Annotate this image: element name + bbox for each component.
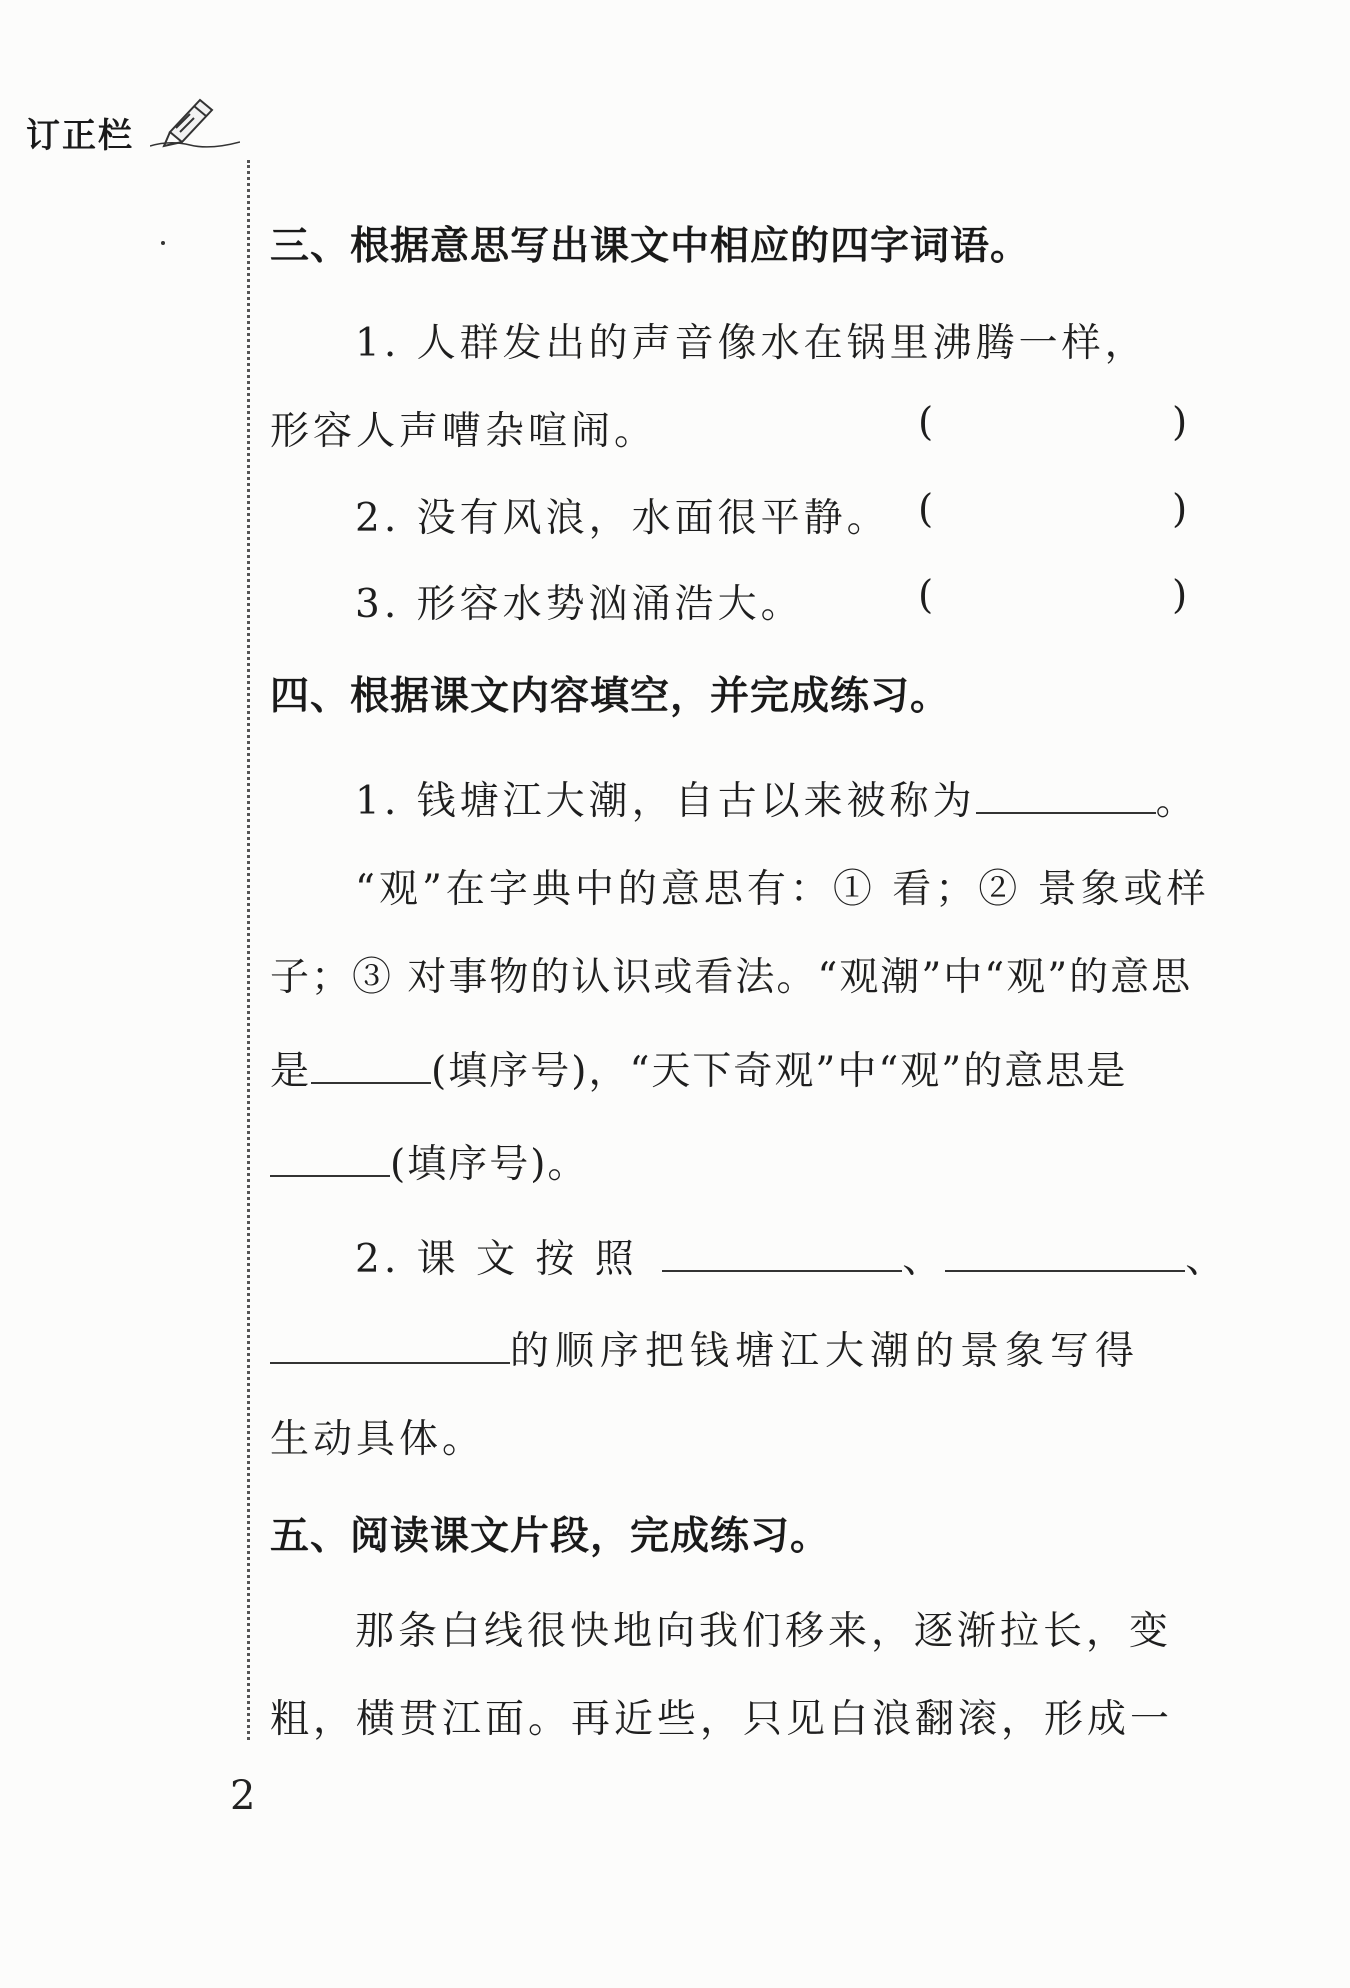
s4-guan-line3-a: 是 <box>270 1049 312 1094</box>
margin-mark <box>161 241 165 245</box>
correction-column-label: 订正栏 <box>26 116 134 156</box>
pencil-icon <box>150 92 240 148</box>
s4-q2-line3: 生动具体。 <box>270 1417 486 1462</box>
s4-q2-blank3[interactable] <box>270 1326 510 1364</box>
s4-q2-blank1[interactable] <box>662 1234 902 1272</box>
s3-q1-line1: 1. 人群发出的声音像水在锅里沸腾一样， <box>355 321 1148 366</box>
s4-q1-line <box>355 770 1199 826</box>
s3-q1-line2: 形容人声嘈杂喧闹。 <box>270 409 658 454</box>
margin-divider <box>247 160 250 1740</box>
s3-q2-paren-open: ( <box>918 487 934 532</box>
s3-q3: 3. 形容水势汹涌浩大。 <box>355 582 804 627</box>
s4-guan-line3 <box>270 1040 1195 1096</box>
s4-guan-blank2[interactable] <box>270 1139 390 1177</box>
s3-q2-paren-close: ) <box>1172 487 1188 532</box>
s4-q1-suffix: 。 <box>1155 779 1199 824</box>
s4-q2-prefix: 2. 课 文 按 照 <box>355 1237 638 1282</box>
s3-q2-answer-blank[interactable] <box>945 487 1165 531</box>
s4-guan-line3-b: (填序号)，“天下奇观”中“观”的意思是 <box>431 1049 1128 1094</box>
s4-guan-line1: “观”在字典中的意思有：① 看；② 景象或样 <box>355 867 1210 912</box>
s4-q2-line1 <box>355 1228 1229 1284</box>
s3-q3-paren-open: ( <box>918 573 934 618</box>
s4-guan-line4-text: (填序号)。 <box>390 1142 589 1187</box>
s3-q1-paren-close: ) <box>1172 400 1188 445</box>
s4-guan-line4 <box>270 1133 1195 1189</box>
s4-q2-line2-text: 的顺序把钱塘江大潮的景象写得 <box>510 1329 1141 1374</box>
s4-q2-line2 <box>270 1320 1195 1376</box>
s3-q3-answer-blank[interactable] <box>945 573 1165 617</box>
s3-q3-paren-close: ) <box>1172 573 1188 618</box>
page-number: 2 <box>230 1773 256 1819</box>
s5-para-line1: 那条白线很快地向我们移来，逐渐拉长，变 <box>355 1609 1173 1654</box>
section4-heading: 四、根据课文内容填空，并完成练习。 <box>270 674 951 719</box>
s4-guan-blank1[interactable] <box>311 1046 431 1084</box>
s4-q1-prefix: 1. 钱塘江大潮，自古以来被称为 <box>355 779 976 824</box>
s4-q2-sep1: 、 <box>902 1237 946 1282</box>
s4-guan-line2: 子；③ 对事物的认识或看法。“观潮”中“观”的意思 <box>270 955 1193 1000</box>
s3-q1-answer-blank[interactable] <box>945 400 1165 444</box>
section3-heading: 三、根据意思写出课文中相应的四字词语。 <box>270 224 1031 269</box>
s4-q2-sep2: 、 <box>1185 1237 1229 1282</box>
s3-q2: 2. 没有风浪，水面很平静。 <box>355 496 890 541</box>
s4-q2-blank2[interactable] <box>945 1234 1185 1272</box>
section5-heading: 五、阅读课文片段，完成练习。 <box>270 1514 831 1559</box>
s3-q1-paren-open: ( <box>918 400 934 445</box>
s5-para-line2: 粗，横贯江面。再近些，只见白浪翻滚，形成一 <box>270 1697 1174 1742</box>
s4-q1-answer-blank[interactable] <box>976 776 1156 814</box>
